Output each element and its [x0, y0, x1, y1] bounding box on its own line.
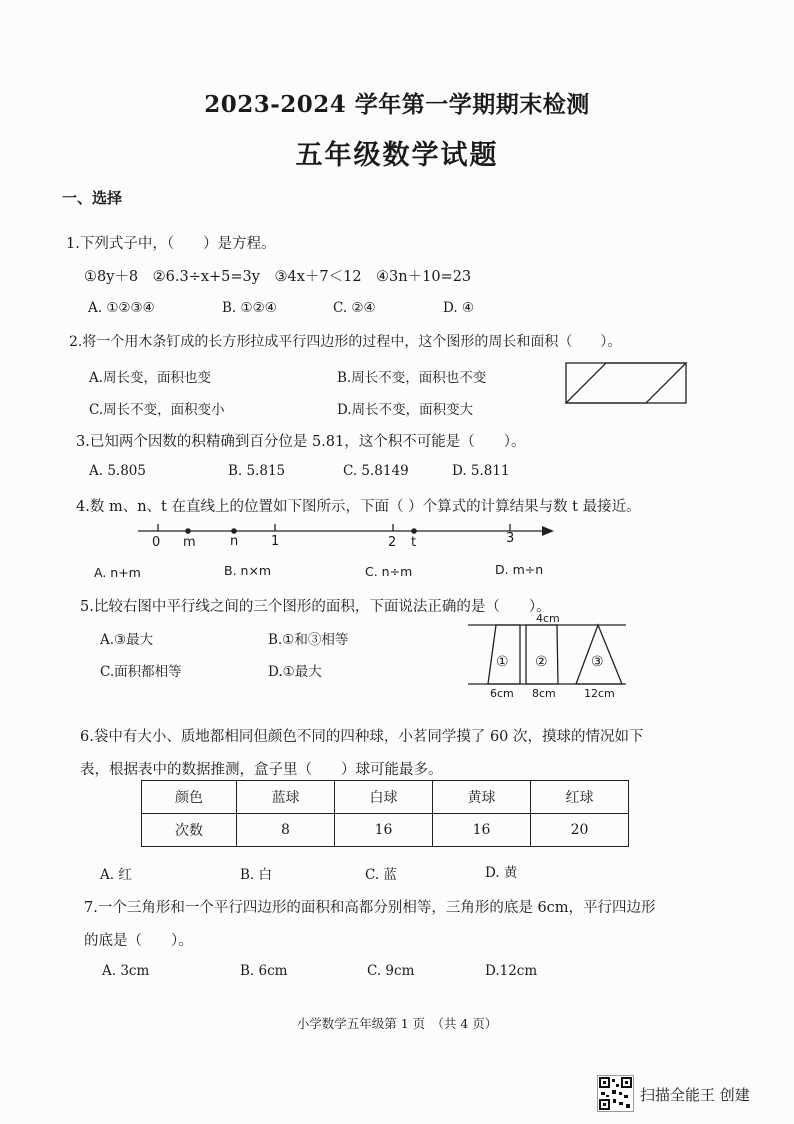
q7-option-d: D.12cm [485, 963, 538, 979]
figure-label-8cm: 8cm [532, 687, 556, 700]
rectangle-parallelogram-figure [562, 360, 692, 408]
table-cell: 8 [237, 814, 335, 847]
table-header-cell: 黄球 [433, 781, 531, 814]
q5-option-a: A.③最大 [100, 632, 154, 648]
figure-label-4cm: 4cm [536, 612, 560, 625]
exam-subtitle: 五年级数学试题 [295, 140, 499, 171]
number-line-label-t: t [411, 535, 417, 550]
parallel-lines-shapes-figure [462, 612, 632, 700]
question-6-stem-line2: 表，根据表中的数据推测，盒子里（ ）球可能最多。 [80, 762, 443, 778]
question-5-stem: 5.比较右图中平行线之间的三个图形的面积，下面说法正确的是（ ）。 [80, 599, 551, 615]
q1-option-b: B. ①②④ [222, 300, 277, 316]
q3-option-d: D. 5.811 [452, 463, 510, 479]
number-line-label-0: 0 [152, 535, 161, 550]
table-header-cell: 红球 [531, 781, 629, 814]
q5-option-b: B.①和③相等 [268, 632, 349, 648]
q2-option-d: D.周长不变，面积变大 [337, 402, 474, 418]
q2-option-c: C.周长不变，面积变小 [89, 402, 225, 418]
q3-option-a: A. 5.805 [89, 463, 146, 479]
question-7-stem-line2: 的底是（ ）。 [84, 933, 193, 949]
figure-label-shape-1: ① [496, 654, 509, 670]
table-cell: 20 [531, 814, 629, 847]
q4-option-d: D. m÷n [495, 562, 544, 577]
q4-option-a: A. n+m [94, 565, 141, 580]
table-cell: 次数 [142, 814, 237, 847]
question-2-stem: 2.将一个用木条钉成的长方形拉成平行四边形的过程中，这个图形的周长和面积（ ）。 [69, 334, 622, 350]
table-header-cell: 蓝球 [237, 781, 335, 814]
table-row [142, 814, 629, 847]
q4-option-c: C. n÷m [365, 564, 413, 579]
number-line-label-3: 3 [506, 531, 515, 546]
q1-option-d: D. ④ [443, 300, 475, 316]
question-6-stem-line1: 6.袋中有大小、质地都相同但颜色不同的四种球，小茗同学摸了 60 次，摸球的情况如下 [80, 729, 644, 745]
q6-option-c: C. 蓝 [365, 867, 397, 883]
table-header-cell: 颜色 [142, 781, 237, 814]
number-line [130, 518, 560, 550]
q6-option-a: A. 红 [100, 867, 132, 883]
q2-option-a: A.周长变，面积也变 [89, 370, 212, 386]
scanner-brand-text: 扫描全能王 创建 [640, 1086, 750, 1104]
q4-option-b: B. n×m [224, 563, 272, 578]
question-1-stem: 1.下列式子中，（ ）是方程。 [66, 236, 276, 252]
number-line-label-2: 2 [388, 535, 397, 550]
table-header-row [142, 781, 629, 814]
question-3-stem: 3.已知两个因数的积精确到百分位是 5.81，这个积不可能是（ ）。 [76, 434, 526, 450]
figure-label-6cm: 6cm [490, 687, 514, 700]
table-cell: 16 [433, 814, 531, 847]
question-4-stem: 4.数 m、n、t 在直线上的位置如下图所示，下面（ ）个算式的计算结果与数 t 最接近。 [76, 499, 641, 515]
exam-title: 2023-2024 学年第一学期期末检测 [204, 91, 590, 118]
q6-option-d: D. 黄 [485, 865, 518, 881]
table-cell: 16 [335, 814, 433, 847]
ball-count-table [141, 780, 629, 847]
question-7-stem-line1: 7.一个三角形和一个平行四边形的面积和高都分别相等，三角形的底是 6cm，平行四边形 [84, 900, 656, 916]
question-1-expressions: ①8y＋8 ②6.3÷x+5=3y ③4x＋7＜12 ④3n＋10=23 [84, 269, 472, 285]
page-footer: 小学数学五年级第 1 页 （共 4 页） [296, 1016, 498, 1031]
qr-code-icon [597, 1075, 634, 1112]
q5-option-c: C.面积都相等 [100, 664, 182, 680]
number-line-label-m: m [183, 535, 196, 550]
section-heading: 一、选择 [62, 189, 123, 207]
q6-option-b: B. 白 [240, 867, 273, 883]
number-line-label-n: n [230, 534, 239, 549]
q2-option-b: B.周长不变，面积也不变 [337, 370, 487, 386]
q7-option-c: C. 9cm [367, 963, 415, 979]
number-line-label-1: 1 [271, 534, 280, 549]
q7-option-a: A. 3cm [102, 963, 150, 979]
q1-option-a: A. ①②③④ [88, 300, 155, 316]
table-header-cell: 白球 [335, 781, 433, 814]
figure-label-shape-3: ③ [591, 654, 604, 670]
figure-label-shape-2: ② [535, 654, 548, 670]
q5-option-d: D.①最大 [268, 664, 322, 680]
q3-option-c: C. 5.8149 [343, 463, 409, 479]
q3-option-b: B. 5.815 [228, 463, 286, 479]
figure-label-12cm: 12cm [584, 687, 615, 700]
q1-option-c: C. ②④ [333, 300, 376, 316]
q7-option-b: B. 6cm [240, 963, 288, 979]
